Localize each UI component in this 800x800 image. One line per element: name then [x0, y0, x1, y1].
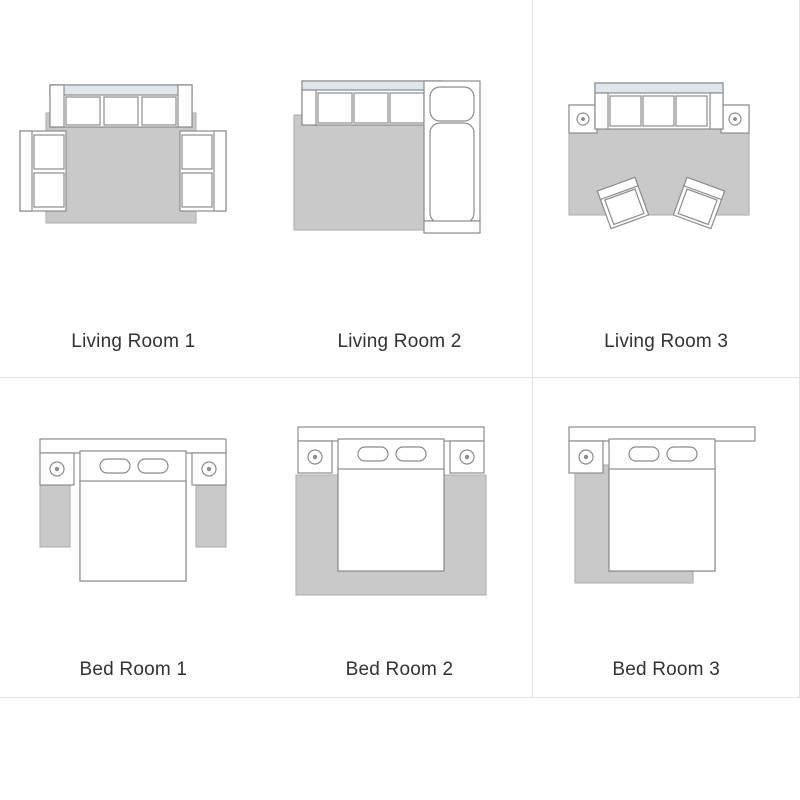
living-room-3-svg	[551, 63, 781, 263]
bed-room-2-svg	[284, 417, 514, 607]
diagram-cell-living-room-1	[0, 0, 267, 378]
bed-room-3-illustration	[533, 378, 799, 645]
spacer-left	[0, 698, 267, 800]
caption-living-room-2: Living Room 2	[337, 331, 462, 352]
caption-living-room-1: Living Room 1	[71, 331, 196, 352]
diagram-cell-living-room-3	[533, 0, 800, 378]
diagram-cell-bed-room-3	[533, 378, 800, 698]
caption-bed-room-1: Bed Room 1	[79, 659, 188, 680]
bed-room-2-illustration	[267, 378, 533, 645]
living-room-1-illustration	[0, 0, 267, 325]
diagram-cell-bed-room-2	[267, 378, 534, 698]
bed-room-3-svg	[551, 417, 781, 607]
living-room-2-illustration	[267, 0, 533, 325]
spacer-center	[267, 698, 534, 800]
diagram-cell-bed-room-1	[0, 378, 267, 698]
caption-living-room-3: Living Room 3	[604, 331, 729, 352]
spacer-right	[533, 698, 800, 800]
caption-bed-room-3: Bed Room 3	[612, 659, 720, 680]
living-room-1-svg	[18, 63, 248, 263]
bed-room-1-illustration	[0, 378, 267, 645]
diagram-cell-living-room-2	[267, 0, 534, 378]
living-room-2-svg	[284, 63, 514, 263]
living-room-3-illustration	[533, 0, 799, 325]
caption-bed-room-2: Bed Room 2	[345, 659, 454, 680]
bed-room-1-svg	[18, 417, 248, 607]
